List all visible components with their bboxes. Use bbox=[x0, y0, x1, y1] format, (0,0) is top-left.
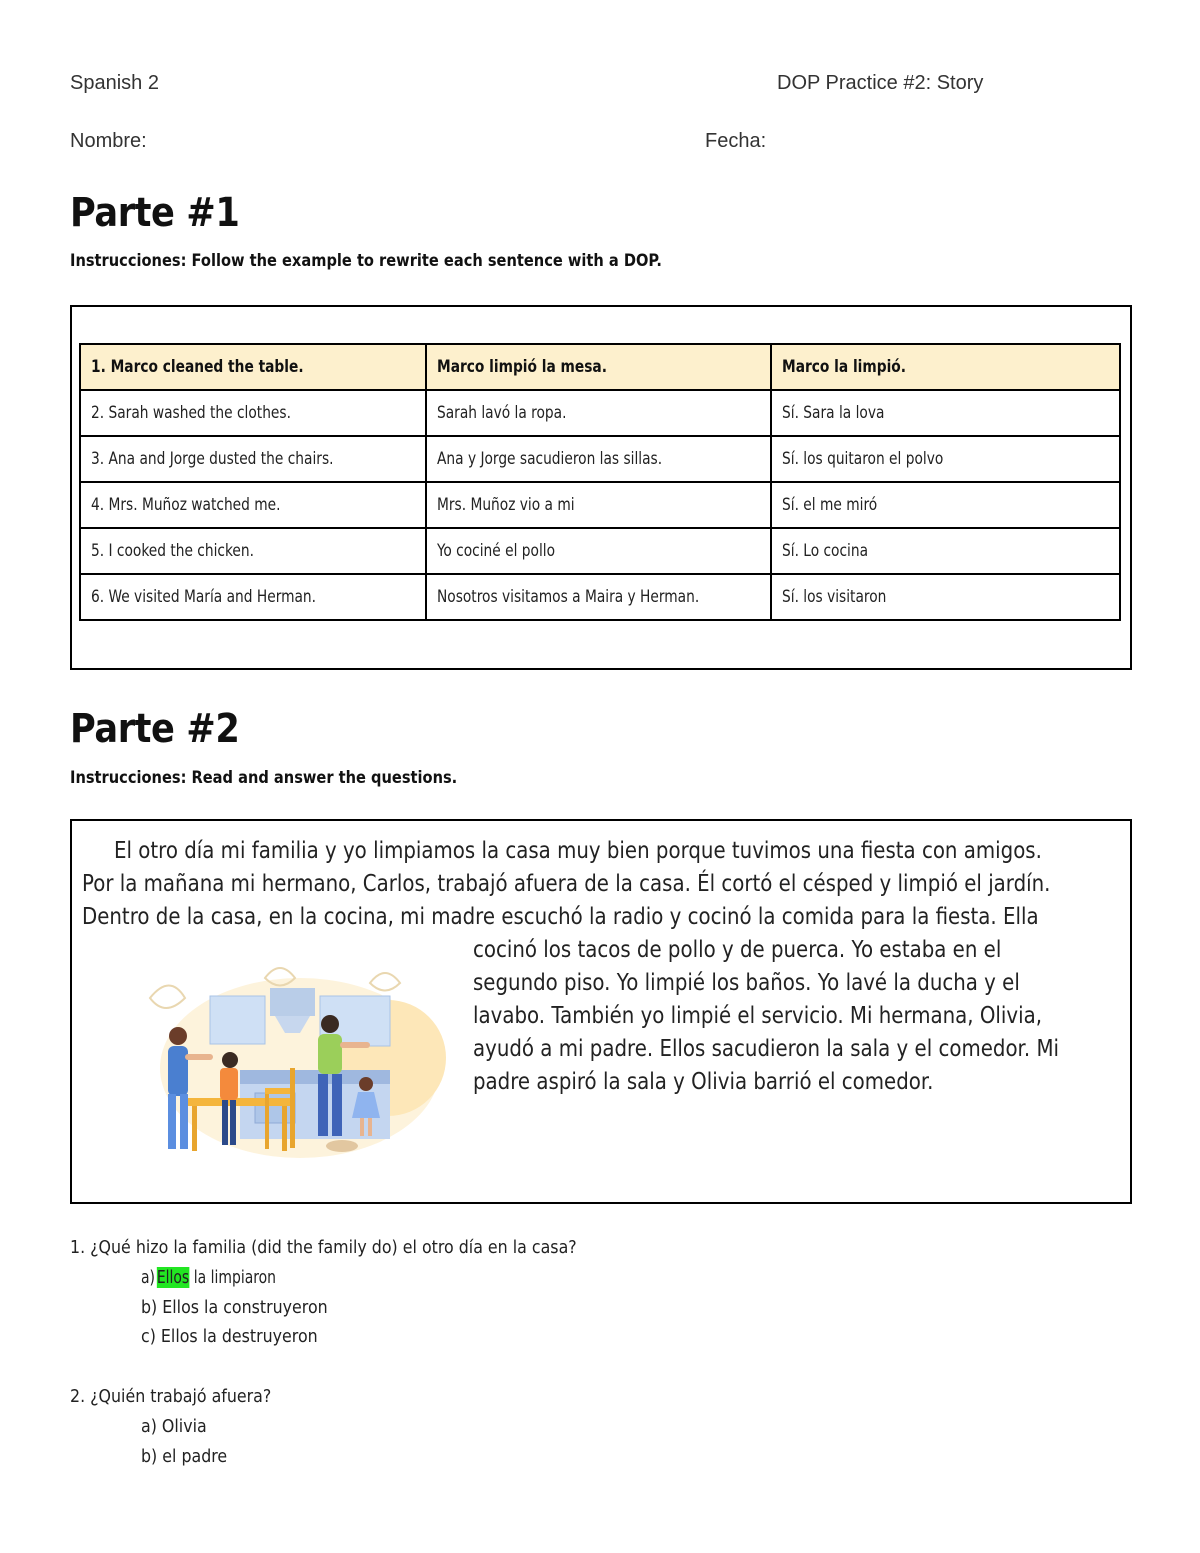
parte2-title: Parte #2 bbox=[70, 706, 240, 752]
question-1-option-c[interactable]: c) Ellos la destruyeron bbox=[141, 1326, 318, 1347]
table-cell[interactable]: Mrs. Muñoz vio a mi bbox=[426, 482, 771, 528]
table-cell: Marco limpió la mesa. bbox=[426, 344, 771, 390]
question-1-option-a[interactable]: a)Ellosla limpiaron bbox=[141, 1267, 276, 1288]
story-line: El otro día mi familia y yo limpiamos la casa muy bien porque tuvimos una fiesta con amigos. bbox=[114, 838, 1042, 864]
question-2-option-b[interactable]: b) el padre bbox=[141, 1446, 228, 1467]
question-1-option-b[interactable]: b) Ellos la construyeron bbox=[141, 1297, 328, 1318]
parte1-instructions: Instrucciones: Follow the example to rewrite each sentence with a DOP. bbox=[70, 251, 662, 271]
answer-highlight: Ellos bbox=[156, 1267, 190, 1288]
family-cleaning-kitchen-illustration bbox=[130, 958, 450, 1168]
table-cell[interactable]: Sí. los visitaron bbox=[771, 574, 1120, 620]
table-cell: 5. I cooked the chicken. bbox=[80, 528, 426, 574]
story-line: lavabo. También yo limpié el servicio. Mi hermana, Olivia, bbox=[473, 1003, 1043, 1029]
story-line: Dentro de la casa, en la cocina, mi madre escuchó la radio y cocinó la comida para la fiesta. Ella bbox=[82, 904, 1039, 930]
parte2-instructions: Instrucciones: Read and answer the questions. bbox=[70, 768, 458, 788]
table-cell: 1. Marco cleaned the table. bbox=[80, 344, 426, 390]
question-2: 2. ¿Quién trabajó afuera? bbox=[70, 1386, 272, 1407]
table-cell: 3. Ana and Jorge dusted the chairs. bbox=[80, 436, 426, 482]
story-line: segundo piso. Yo limpié los baños. Yo lavé la ducha y el bbox=[473, 970, 1020, 996]
course-title: Spanish 2 bbox=[70, 72, 159, 94]
question-2-option-a[interactable]: a) Olivia bbox=[141, 1416, 207, 1437]
table-row bbox=[80, 344, 1120, 390]
table-row bbox=[80, 390, 1120, 436]
table-cell[interactable]: Sí. los quitaron el polvo bbox=[771, 436, 1120, 482]
parte1-title: Parte #1 bbox=[70, 190, 240, 236]
table-cell[interactable]: Sí. el me miró bbox=[771, 482, 1120, 528]
name-label: Nombre: bbox=[70, 130, 147, 152]
table-row bbox=[80, 482, 1120, 528]
table-cell: Marco la limpió. bbox=[771, 344, 1120, 390]
table-cell[interactable]: Nosotros visitamos a Maira y Herman. bbox=[426, 574, 771, 620]
table-cell[interactable]: Sarah lavó la ropa. bbox=[426, 390, 771, 436]
date-label: Fecha: bbox=[705, 130, 767, 152]
story-line: padre aspiró la sala y Olivia barrió el comedor. bbox=[473, 1069, 934, 1095]
table-cell[interactable]: Yo cociné el pollo bbox=[426, 528, 771, 574]
story-line: ayudó a mi padre. Ellos sacudieron la sala y el comedor. Mi bbox=[473, 1036, 1060, 1062]
question-1: 1. ¿Qué hizo la familia (did the family do) el otro día en la casa? bbox=[70, 1237, 577, 1258]
table-cell: 2. Sarah washed the clothes. bbox=[80, 390, 426, 436]
story-line: Por la mañana mi hermano, Carlos, trabajó afuera de la casa. Él cortó el césped y limpió el jardín. bbox=[82, 871, 1051, 897]
table-row bbox=[80, 436, 1120, 482]
table-cell[interactable]: Ana y Jorge sacudieron las sillas. bbox=[426, 436, 771, 482]
worksheet-title: DOP Practice #2: Story bbox=[777, 72, 984, 94]
table-cell: 4. Mrs. Muñoz watched me. bbox=[80, 482, 426, 528]
table-cell[interactable]: Sí. Lo cocina bbox=[771, 528, 1120, 574]
story-line: cocinó los tacos de pollo y de puerca. Yo estaba en el bbox=[473, 937, 1002, 963]
table-row bbox=[80, 574, 1120, 620]
dop-table bbox=[79, 343, 1121, 621]
table-cell[interactable]: Sí. Sara la lova bbox=[771, 390, 1120, 436]
table-cell: 6. We visited María and Herman. bbox=[80, 574, 426, 620]
table-row bbox=[80, 528, 1120, 574]
